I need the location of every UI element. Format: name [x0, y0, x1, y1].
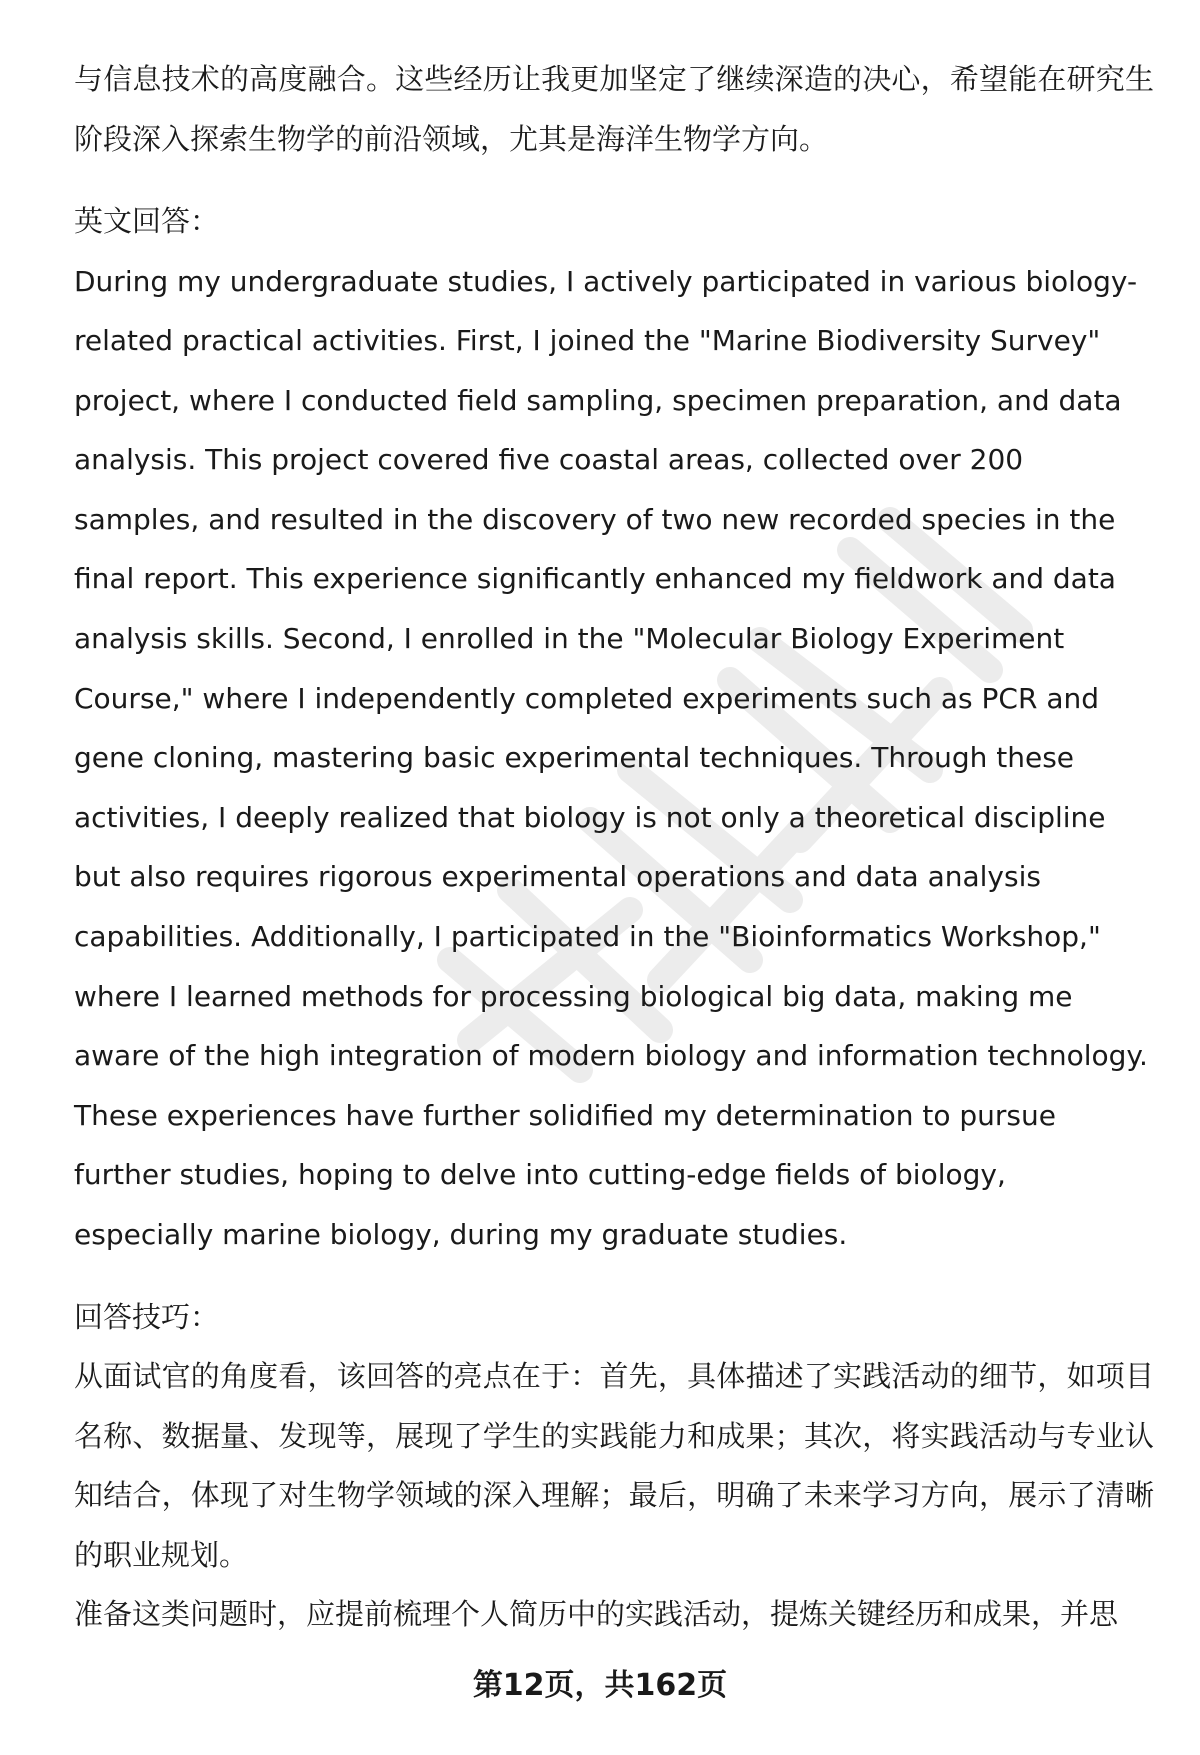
tips-paragraph-2: 准备这类问题时，应提前梳理个人简历中的实践活动，提炼关键经历和成果，并思 [74, 1597, 1119, 1632]
page-number-footer: 第12页，共162页 [472, 1668, 728, 1703]
english-answer-heading: 英文回答： [74, 204, 220, 238]
page-content [74, 50, 1154, 1645]
english-answer-paragraph: During my undergraduate studies, I actively participated in various biology-related practical activities. First, I joined the "Marine Biodiversity Survey" project, where I conducted field sampling, specimen preparation, and data analysis. This project covered five coastal areas, collected over 200 samples, and resulted in the discovery of two new recorded species in the final report. This experience significantly enhanced my fieldwork and data analysis skills. Second, I enrolled in the "Molecular Biology Experiment Course," where I independently completed experiments such as PCR and gene cloning, mastering basic experimental techniques. Through these activities, I deeply realized that biology is not only a theoretical discipline but also requires rigorous experimental operations and data analysis capabilities. Additionally, I participated in the "Bioinformatics Workshop," where I learned methods for processing biological big data, making me aware of the high integration of modern biology and information technology. These experiences have further solidified my determination to pursue further studies, hoping to delve into cutting-edge fields of biology, especially marine biology, during my graduate studies. [74, 264, 1148, 1251]
tips-heading: 回答技巧： [74, 1299, 220, 1334]
tips-paragraph-1: 从面试官的角度看，该回答的亮点在于：首先，具体描述了实践活动的细节，如项目名称、数据量、发现等，展现了学生的实践能力和成果；其次，将实践活动与专业认知结合，体现了对生物学领域的深入理解；最后，明确了未来学习方向，展示了清晰的职业规划。 [74, 1359, 1154, 1572]
intro-paragraph: 与信息技术的高度融合。这些经历让我更加坚定了继续深造的决心，希望能在研究生阶段深入探索生物学的前沿领域，尤其是海洋生物学方向。 [74, 62, 1154, 156]
